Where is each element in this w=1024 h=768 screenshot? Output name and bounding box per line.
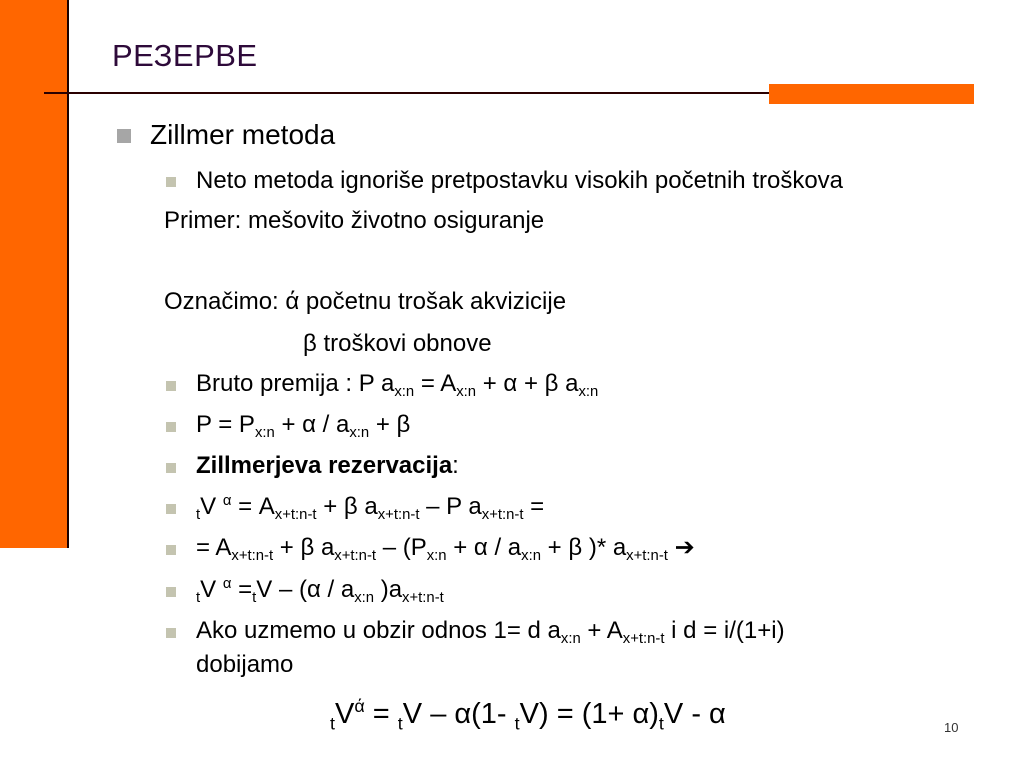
formula-text: =	[364, 698, 398, 730]
square-bullet-icon	[166, 628, 176, 638]
formula-subscript: t	[196, 590, 201, 607]
text-oznacimo: Označimo: ά početnu trošak akvizicije	[164, 288, 567, 315]
formula-superscript: α	[222, 493, 232, 510]
formula-text: V - α	[663, 698, 726, 730]
square-bullet-icon	[166, 177, 176, 187]
formula-text: V	[200, 576, 223, 603]
bullet-reserve-formula-2	[196, 534, 695, 563]
formula-subscript: x:n	[521, 548, 541, 565]
formula-subscript: x+t:n-t	[377, 507, 420, 524]
heading-zillmer: Zillmer metoda	[150, 119, 336, 150]
formula-text: + β a	[273, 534, 335, 561]
formula-text: + β a	[316, 493, 378, 520]
formula-subscript: x+t:n-t	[622, 631, 665, 648]
formula-text: + α + β a	[476, 370, 579, 397]
formula-superscript: ά	[354, 696, 365, 717]
text-beta-line: β troškovi obnove	[303, 330, 492, 357]
formula-text: V	[335, 698, 355, 730]
slide-title: РЕЗЕРВЕ	[112, 38, 258, 73]
formula-subscript: x:n	[560, 631, 581, 648]
formula-subscript: x:n	[349, 425, 370, 442]
formula-subscript: x+t:n-t	[231, 548, 274, 565]
formula-text: )a	[374, 576, 403, 603]
formula-text: + A	[580, 617, 623, 644]
formula-subscript: x+t:n-t	[402, 590, 444, 607]
formula-text: + α / a	[446, 534, 522, 561]
formula-text: =	[231, 576, 253, 603]
formula-text: Ako uzmemo u obzir odnos 1= d a	[196, 617, 561, 644]
formula-text: = A	[196, 534, 232, 561]
formula-superscript: α	[222, 576, 232, 593]
formula-text: – P a	[419, 493, 482, 520]
formula-text: V – (α / a	[256, 576, 355, 603]
text-dobijamo: dobijamo	[196, 651, 294, 678]
formula-subscript: x+t:n-t	[481, 507, 524, 524]
bullet-ako-uzmemo	[196, 617, 785, 646]
formula-text: + β	[369, 411, 411, 438]
bold-heading: Zillmerjeva rezervacija	[196, 452, 453, 479]
bullet-p-formula	[196, 411, 410, 440]
bullet-bruto-premija	[196, 370, 598, 399]
formula-subscript: x+t:n-t	[334, 548, 377, 565]
square-bullet-icon	[166, 587, 176, 597]
formula-text: = A	[231, 493, 275, 520]
formula-text: + β )* a	[541, 534, 627, 561]
formula-subscript: t	[252, 590, 257, 607]
formula-text: Bruto premija : P a	[196, 370, 395, 397]
formula-subscript: x+t:n-t	[274, 507, 317, 524]
bullet-reserve-formula-1	[196, 493, 544, 522]
formula-text: V – α(1-	[402, 698, 515, 730]
formula-text: V	[200, 493, 223, 520]
formula-subscript: x:n	[578, 384, 599, 401]
formula-text: P = P	[196, 411, 255, 438]
formula-subscript: t	[514, 713, 520, 734]
formula-subscript: t	[196, 507, 201, 524]
formula-subscript: x:n	[394, 384, 415, 401]
formula-subscript: x:n	[426, 548, 447, 565]
formula-text: i d = i/(1+i)	[664, 617, 785, 644]
square-bullet-icon	[166, 545, 176, 555]
formula-subscript: t	[397, 713, 403, 734]
bullet-neto: Neto metoda ignoriše pretpostavku visokih početnih troškova	[196, 167, 844, 194]
formula-subscript: x:n	[456, 384, 477, 401]
final-formula	[330, 696, 726, 734]
square-bullet-icon	[166, 422, 176, 432]
formula-subscript: x:n	[254, 425, 275, 442]
bullet-reserve-formula-3	[196, 576, 444, 605]
formula-subscript: t	[658, 713, 664, 734]
formula-text: =	[523, 493, 545, 520]
formula-text: = A	[414, 370, 457, 397]
bullet-zillmerjeva	[196, 452, 459, 481]
formula-text: :	[452, 452, 459, 479]
page-number: 10	[944, 720, 959, 735]
formula-text: + α / a	[274, 411, 350, 438]
square-bullet-icon	[166, 504, 176, 514]
formula-subscript: x+t:n-t	[626, 548, 668, 565]
formula-text: – (P	[376, 534, 427, 561]
square-bullet-icon	[166, 381, 176, 391]
formula-subscript: x:n	[354, 590, 375, 607]
arrow-right-icon: ➔	[667, 534, 695, 561]
formula-subscript: t	[330, 713, 335, 734]
text-primer: Primer: mešovito životno osiguranje	[164, 207, 545, 234]
square-bullet-icon	[166, 463, 176, 473]
formula-text: V) = (1+ α)	[519, 698, 659, 730]
square-bullet-icon	[117, 129, 131, 143]
